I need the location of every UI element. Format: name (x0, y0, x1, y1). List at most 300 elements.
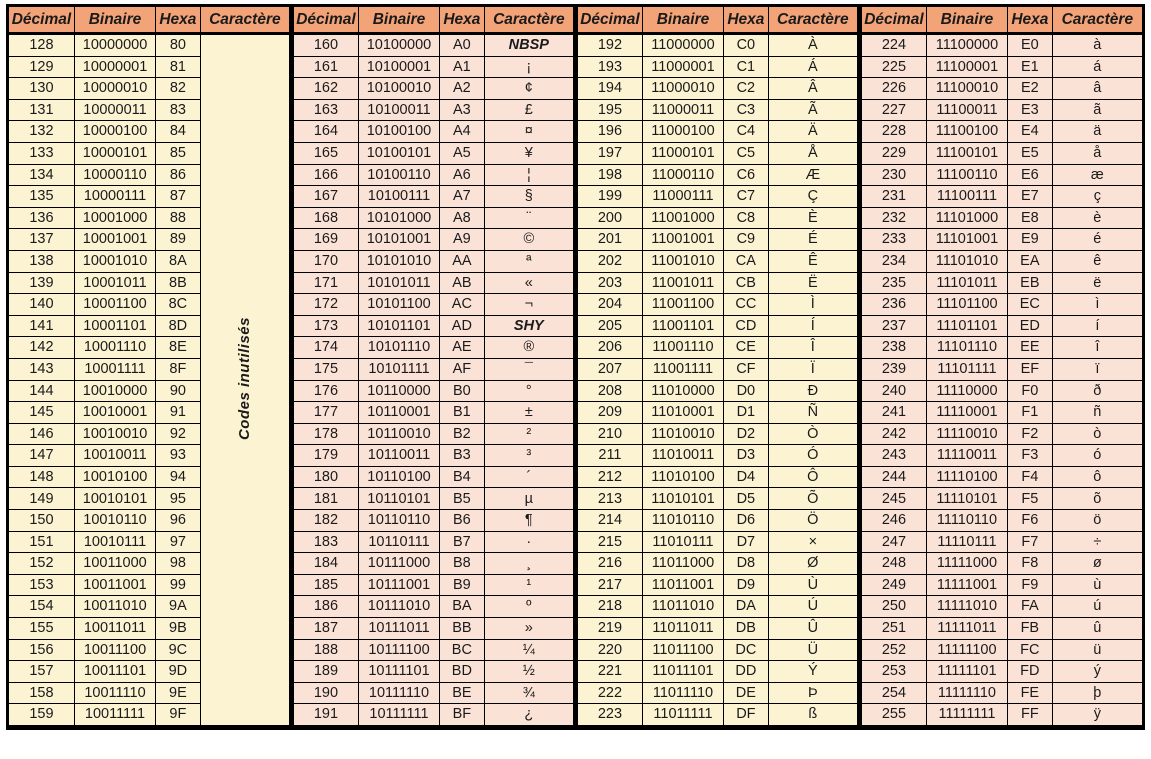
binary-cell: 10100100 (358, 121, 439, 143)
hex-cell: BA (440, 596, 485, 618)
hex-cell: E2 (1008, 78, 1053, 100)
hex-cell: 8A (156, 250, 201, 272)
hex-cell: E8 (1008, 207, 1053, 229)
hex-cell: 99 (156, 574, 201, 596)
hex-cell: AA (440, 250, 485, 272)
hex-cell: 83 (156, 99, 201, 121)
hex-cell: D6 (724, 510, 769, 532)
hex-cell: F3 (1008, 445, 1053, 467)
binary-cell: 10001000 (74, 207, 155, 229)
char-cell: ² (484, 423, 575, 445)
decimal-cell: 242 (859, 423, 926, 445)
decimal-cell: 221 (575, 661, 642, 683)
binary-cell: 11101010 (926, 250, 1007, 272)
char-cell: à (1052, 34, 1143, 57)
binary-cell: 11111000 (926, 553, 1007, 575)
hex-cell: E6 (1008, 164, 1053, 186)
hex-cell: FB (1008, 618, 1053, 640)
binary-cell: 10000110 (74, 164, 155, 186)
binary-cell: 11010011 (642, 445, 723, 467)
binary-cell: 11110110 (926, 510, 1007, 532)
char-cell: · (484, 531, 575, 553)
binary-cell: 11111001 (926, 574, 1007, 596)
hex-cell: CE (724, 337, 769, 359)
binary-cell: 10011010 (74, 596, 155, 618)
char-cell: ñ (1052, 402, 1143, 424)
binary-cell: 11000000 (642, 34, 723, 57)
hex-cell: F5 (1008, 488, 1053, 510)
binary-cell: 10010011 (74, 445, 155, 467)
binary-cell: 10010110 (74, 510, 155, 532)
hex-cell: B6 (440, 510, 485, 532)
binary-cell: 10010111 (74, 531, 155, 553)
binary-cell: 10111110 (358, 682, 439, 704)
decimal-cell: 160 (291, 34, 358, 57)
decimal-cell: 132 (8, 121, 75, 143)
char-cell: Å (768, 142, 859, 164)
decimal-cell: 128 (8, 34, 75, 57)
hex-cell: 91 (156, 402, 201, 424)
char-cell: º (484, 596, 575, 618)
decimal-cell: 175 (291, 358, 358, 380)
char-cell: ´ (484, 466, 575, 488)
decimal-cell: 154 (8, 596, 75, 618)
decimal-cell: 142 (8, 337, 75, 359)
char-cell: § (484, 186, 575, 208)
decimal-cell: 184 (291, 553, 358, 575)
hex-cell: A7 (440, 186, 485, 208)
col-header-hexa: Hexa (724, 6, 769, 34)
binary-cell: 10101110 (358, 337, 439, 359)
binary-cell: 11111011 (926, 618, 1007, 640)
binary-cell: 10001001 (74, 229, 155, 251)
col-header-decimal: Décimal (291, 6, 358, 34)
decimal-cell: 193 (575, 56, 642, 78)
hex-cell: 85 (156, 142, 201, 164)
decimal-cell: 157 (8, 661, 75, 683)
hex-cell: 82 (156, 78, 201, 100)
table-row (8, 121, 1144, 143)
decimal-cell: 188 (291, 639, 358, 661)
decimal-cell: 168 (291, 207, 358, 229)
decimal-cell: 169 (291, 229, 358, 251)
hex-cell: 80 (156, 34, 201, 57)
binary-cell: 10100101 (358, 142, 439, 164)
char-cell: ë (1052, 272, 1143, 294)
char-cell: Ø (768, 553, 859, 575)
decimal-cell: 130 (8, 78, 75, 100)
char-cell: ß (768, 704, 859, 728)
col-header-caractere: Caractère (200, 6, 291, 34)
table-row (8, 272, 1144, 294)
binary-cell: 10111000 (358, 553, 439, 575)
decimal-cell: 140 (8, 294, 75, 316)
decimal-cell: 245 (859, 488, 926, 510)
decimal-cell: 135 (8, 186, 75, 208)
hex-cell: 86 (156, 164, 201, 186)
char-cell: ¶ (484, 510, 575, 532)
hex-cell: FF (1008, 704, 1053, 728)
hex-cell: 9C (156, 639, 201, 661)
col-header-caractere: Caractère (1052, 6, 1143, 34)
decimal-cell: 236 (859, 294, 926, 316)
hex-cell: BE (440, 682, 485, 704)
binary-cell: 10110101 (358, 488, 439, 510)
decimal-cell: 179 (291, 445, 358, 467)
char-cell: ½ (484, 661, 575, 683)
decimal-cell: 213 (575, 488, 642, 510)
binary-cell: 11100001 (926, 56, 1007, 78)
col-header-binaire: Binaire (74, 6, 155, 34)
hex-cell: 90 (156, 380, 201, 402)
binary-cell: 11100111 (926, 186, 1007, 208)
char-cell: ° (484, 380, 575, 402)
table-row (8, 99, 1144, 121)
binary-cell: 10001100 (74, 294, 155, 316)
decimal-cell: 254 (859, 682, 926, 704)
decimal-cell: 222 (575, 682, 642, 704)
binary-cell: 10011100 (74, 639, 155, 661)
char-cell: Ä (768, 121, 859, 143)
binary-cell: 10011001 (74, 574, 155, 596)
table-row (8, 682, 1144, 704)
char-cell: Ð (768, 380, 859, 402)
table-row (8, 294, 1144, 316)
char-cell: ³ (484, 445, 575, 467)
table-row (8, 510, 1144, 532)
char-cell: â (1052, 78, 1143, 100)
hex-cell: B3 (440, 445, 485, 467)
char-cell: ¿ (484, 704, 575, 728)
decimal-cell: 246 (859, 510, 926, 532)
decimal-cell: 149 (8, 488, 75, 510)
binary-cell: 10101100 (358, 294, 439, 316)
decimal-cell: 170 (291, 250, 358, 272)
decimal-cell: 215 (575, 531, 642, 553)
decimal-cell: 147 (8, 445, 75, 467)
char-cell: Ì (768, 294, 859, 316)
hex-cell: 94 (156, 466, 201, 488)
hex-cell: F9 (1008, 574, 1053, 596)
hex-cell: DF (724, 704, 769, 728)
char-cell: ¹ (484, 574, 575, 596)
char-cell: Î (768, 337, 859, 359)
hex-cell: EA (1008, 250, 1053, 272)
decimal-cell: 187 (291, 618, 358, 640)
decimal-cell: 174 (291, 337, 358, 359)
char-cell: ó (1052, 445, 1143, 467)
decimal-cell: 226 (859, 78, 926, 100)
binary-cell: 10011000 (74, 553, 155, 575)
binary-cell: 11101100 (926, 294, 1007, 316)
binary-cell: 11110011 (926, 445, 1007, 467)
decimal-cell: 219 (575, 618, 642, 640)
decimal-cell: 166 (291, 164, 358, 186)
table-row (8, 704, 1144, 728)
hex-cell: F8 (1008, 553, 1053, 575)
binary-cell: 11001111 (642, 358, 723, 380)
char-cell: ç (1052, 186, 1143, 208)
hex-cell: 88 (156, 207, 201, 229)
hex-cell: 9A (156, 596, 201, 618)
hex-cell: CC (724, 294, 769, 316)
binary-cell: 11111101 (926, 661, 1007, 683)
binary-cell: 10000011 (74, 99, 155, 121)
binary-cell: 10111101 (358, 661, 439, 683)
decimal-cell: 237 (859, 315, 926, 337)
char-cell: « (484, 272, 575, 294)
binary-cell: 11011111 (642, 704, 723, 728)
table-row (8, 34, 1144, 57)
table-body (8, 34, 1144, 728)
decimal-cell: 228 (859, 121, 926, 143)
char-cell: ¢ (484, 78, 575, 100)
hex-cell: A4 (440, 121, 485, 143)
hex-cell: DD (724, 661, 769, 683)
char-cell: ¨ (484, 207, 575, 229)
hex-cell: C2 (724, 78, 769, 100)
col-header-hexa: Hexa (156, 6, 201, 34)
binary-cell: 11000110 (642, 164, 723, 186)
hex-cell: C1 (724, 56, 769, 78)
hex-cell: B9 (440, 574, 485, 596)
binary-cell: 10101001 (358, 229, 439, 251)
hex-cell: 8C (156, 294, 201, 316)
hex-cell: CF (724, 358, 769, 380)
hex-cell: ED (1008, 315, 1053, 337)
char-cell: Ü (768, 639, 859, 661)
binary-cell: 10111111 (358, 704, 439, 728)
decimal-cell: 150 (8, 510, 75, 532)
hex-cell: 8E (156, 337, 201, 359)
hex-cell: C9 (724, 229, 769, 251)
binary-cell: 10010100 (74, 466, 155, 488)
binary-cell: 11000010 (642, 78, 723, 100)
table-row (8, 445, 1144, 467)
char-cell: ð (1052, 380, 1143, 402)
hex-cell: 98 (156, 553, 201, 575)
hex-cell: D9 (724, 574, 769, 596)
decimal-cell: 205 (575, 315, 642, 337)
char-cell: Ù (768, 574, 859, 596)
hex-cell: CB (724, 272, 769, 294)
col-header-caractere: Caractère (484, 6, 575, 34)
binary-cell: 10010010 (74, 423, 155, 445)
decimal-cell: 231 (859, 186, 926, 208)
binary-cell: 10111001 (358, 574, 439, 596)
binary-cell: 11101101 (926, 315, 1007, 337)
hex-cell: BC (440, 639, 485, 661)
decimal-cell: 229 (859, 142, 926, 164)
binary-cell: 10011111 (74, 704, 155, 728)
char-cell: ü (1052, 639, 1143, 661)
binary-cell: 11101001 (926, 229, 1007, 251)
decimal-cell: 218 (575, 596, 642, 618)
hex-cell: B4 (440, 466, 485, 488)
decimal-cell: 173 (291, 315, 358, 337)
char-cell: ª (484, 250, 575, 272)
decimal-cell: 161 (291, 56, 358, 78)
binary-cell: 11100100 (926, 121, 1007, 143)
binary-cell: 11011110 (642, 682, 723, 704)
hex-cell: F6 (1008, 510, 1053, 532)
char-cell: » (484, 618, 575, 640)
char-cell: á (1052, 56, 1143, 78)
binary-cell: 10111010 (358, 596, 439, 618)
decimal-cell: 239 (859, 358, 926, 380)
char-cell: ê (1052, 250, 1143, 272)
hex-cell: E7 (1008, 186, 1053, 208)
binary-cell: 11100101 (926, 142, 1007, 164)
hex-cell: D7 (724, 531, 769, 553)
binary-cell: 11111100 (926, 639, 1007, 661)
table-row (8, 78, 1144, 100)
char-cell: Æ (768, 164, 859, 186)
decimal-cell: 177 (291, 402, 358, 424)
hex-cell: F0 (1008, 380, 1053, 402)
binary-cell: 10110010 (358, 423, 439, 445)
binary-cell: 10110000 (358, 380, 439, 402)
binary-cell: 11111110 (926, 682, 1007, 704)
decimal-cell: 204 (575, 294, 642, 316)
table-row (8, 142, 1144, 164)
char-cell: Ý (768, 661, 859, 683)
table-row (8, 574, 1144, 596)
binary-cell: 10001101 (74, 315, 155, 337)
binary-cell: 11011011 (642, 618, 723, 640)
hex-cell: D3 (724, 445, 769, 467)
hex-cell: 8B (156, 272, 201, 294)
binary-cell: 11101000 (926, 207, 1007, 229)
hex-cell: C3 (724, 99, 769, 121)
hex-cell: B2 (440, 423, 485, 445)
table-row (8, 250, 1144, 272)
binary-cell: 11101110 (926, 337, 1007, 359)
hex-cell: EF (1008, 358, 1053, 380)
char-cell: ¼ (484, 639, 575, 661)
binary-cell: 10110100 (358, 466, 439, 488)
binary-cell: 11111111 (926, 704, 1007, 728)
decimal-cell: 207 (575, 358, 642, 380)
binary-cell: 10101111 (358, 358, 439, 380)
hex-cell: 89 (156, 229, 201, 251)
binary-cell: 10011101 (74, 661, 155, 683)
hex-cell: D0 (724, 380, 769, 402)
col-header-caractere: Caractère (768, 6, 859, 34)
binary-cell: 11001101 (642, 315, 723, 337)
decimal-cell: 183 (291, 531, 358, 553)
extended-ascii-table (6, 4, 1145, 730)
char-cell: Ï (768, 358, 859, 380)
decimal-cell: 199 (575, 186, 642, 208)
binary-cell: 10100001 (358, 56, 439, 78)
char-cell: ã (1052, 99, 1143, 121)
hex-cell: D4 (724, 466, 769, 488)
hex-cell: CD (724, 315, 769, 337)
decimal-cell: 164 (291, 121, 358, 143)
decimal-cell: 158 (8, 682, 75, 704)
char-cell: ¬ (484, 294, 575, 316)
binary-cell: 10100011 (358, 99, 439, 121)
char-cell: SHY (484, 315, 575, 337)
char-cell: ¦ (484, 164, 575, 186)
decimal-cell: 144 (8, 380, 75, 402)
binary-cell: 10011011 (74, 618, 155, 640)
decimal-cell: 197 (575, 142, 642, 164)
hex-cell: 95 (156, 488, 201, 510)
binary-cell: 10100111 (358, 186, 439, 208)
char-cell: ¸ (484, 553, 575, 575)
char-cell: ¾ (484, 682, 575, 704)
binary-cell: 10100000 (358, 34, 439, 57)
char-cell: Á (768, 56, 859, 78)
binary-cell: 10110001 (358, 402, 439, 424)
hex-cell: 9F (156, 704, 201, 728)
char-cell: © (484, 229, 575, 251)
decimal-cell: 151 (8, 531, 75, 553)
decimal-cell: 241 (859, 402, 926, 424)
char-cell: î (1052, 337, 1143, 359)
binary-cell: 11110001 (926, 402, 1007, 424)
decimal-cell: 235 (859, 272, 926, 294)
hex-cell: E3 (1008, 99, 1053, 121)
char-cell: ý (1052, 661, 1143, 683)
header-row (8, 6, 1144, 34)
binary-cell: 10001111 (74, 358, 155, 380)
table-row (8, 164, 1144, 186)
hex-cell: A6 (440, 164, 485, 186)
char-cell: ò (1052, 423, 1143, 445)
hex-cell: 93 (156, 445, 201, 467)
decimal-cell: 232 (859, 207, 926, 229)
char-cell: ú (1052, 596, 1143, 618)
hex-cell: FE (1008, 682, 1053, 704)
hex-cell: BF (440, 704, 485, 728)
table-row (8, 402, 1144, 424)
decimal-cell: 210 (575, 423, 642, 445)
binary-cell: 11000111 (642, 186, 723, 208)
hex-cell: E4 (1008, 121, 1053, 143)
hex-cell: A2 (440, 78, 485, 100)
table-row (8, 186, 1144, 208)
decimal-cell: 244 (859, 466, 926, 488)
hex-cell: F1 (1008, 402, 1053, 424)
binary-cell: 11101011 (926, 272, 1007, 294)
char-cell: ï (1052, 358, 1143, 380)
hex-cell: DB (724, 618, 769, 640)
hex-cell: 8D (156, 315, 201, 337)
binary-cell: 10101010 (358, 250, 439, 272)
table-row (8, 229, 1144, 251)
hex-cell: F4 (1008, 466, 1053, 488)
decimal-cell: 182 (291, 510, 358, 532)
binary-cell: 11011001 (642, 574, 723, 596)
binary-cell: 11001110 (642, 337, 723, 359)
decimal-cell: 167 (291, 186, 358, 208)
hex-cell: B8 (440, 553, 485, 575)
table-row (8, 466, 1144, 488)
binary-cell: 10010001 (74, 402, 155, 424)
hex-cell: C5 (724, 142, 769, 164)
decimal-cell: 153 (8, 574, 75, 596)
hex-cell: EE (1008, 337, 1053, 359)
binary-cell: 10001110 (74, 337, 155, 359)
hex-cell: C6 (724, 164, 769, 186)
decimal-cell: 176 (291, 380, 358, 402)
binary-cell: 11010000 (642, 380, 723, 402)
char-cell: ì (1052, 294, 1143, 316)
char-cell: þ (1052, 682, 1143, 704)
